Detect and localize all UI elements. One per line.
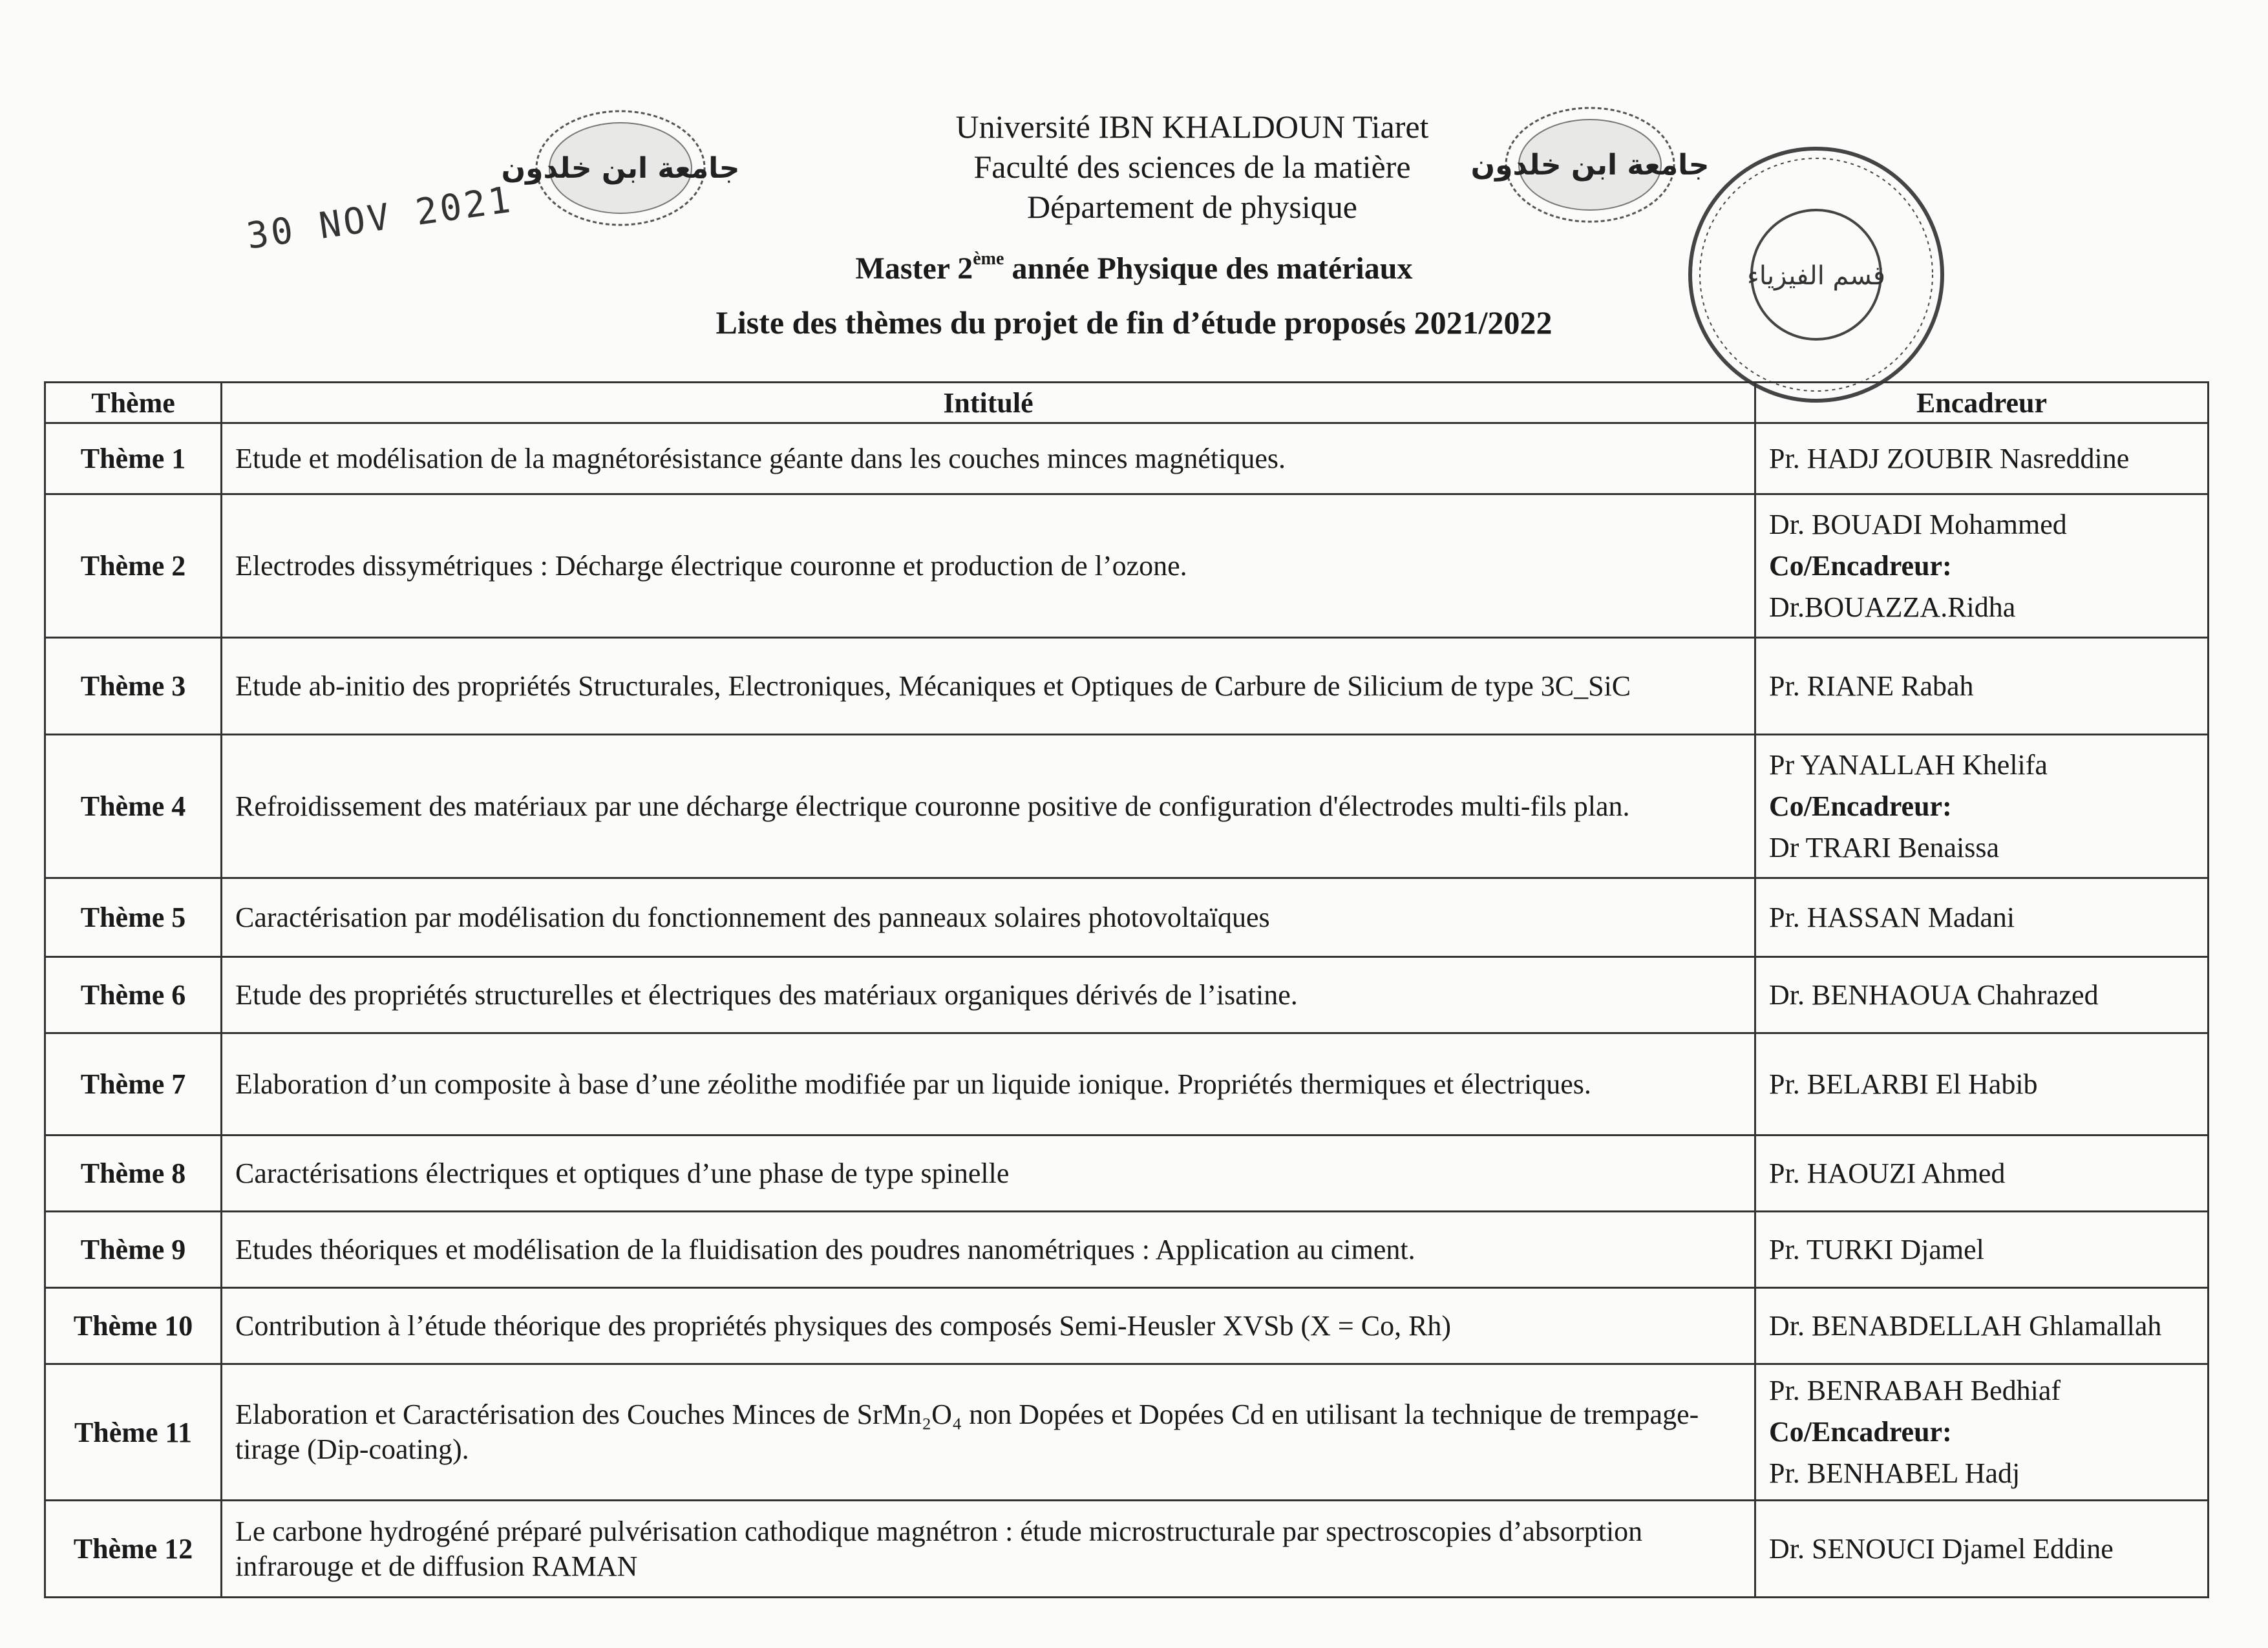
co-supervisor-label: Co/Encadreur: — [1769, 549, 1952, 582]
theme-title: Contribution à l’étude théorique des propriétés physiques des composés Semi-Heusler XVSb (X = Co, Rh) — [222, 1288, 1755, 1364]
table-row — [45, 1212, 2209, 1288]
co-supervisor: Pr. BENHABEL Hadj — [1769, 1457, 2020, 1489]
table-row — [45, 957, 2209, 1033]
theme-number: Thème 9 — [45, 1212, 222, 1288]
supervisor: Pr. BELARBI El Habib — [1755, 1033, 2209, 1136]
supervisor: Pr. BENRABAH Bedhiaf — [1769, 1375, 2061, 1406]
theme-number: Thème 10 — [45, 1288, 222, 1364]
header-encadreur: Encadreur — [1755, 383, 2209, 423]
dept-stamp-text: قسم الفيزياء — [1747, 261, 1885, 291]
themes-table — [44, 381, 2209, 1598]
table-row — [45, 638, 2209, 735]
supervisor-cell — [1755, 1364, 2209, 1501]
department-name: Département de physique — [1027, 189, 1357, 225]
document-header — [0, 107, 2268, 227]
theme-number: Thème 7 — [45, 1033, 222, 1136]
supervisor: Pr. HADJ ZOUBIR Nasreddine — [1755, 423, 2209, 494]
theme-title: Etude ab-initio des propriétés Structurales, Electroniques, Mécaniques et Optiques de Carbure de Silicium de type 3C_SiC — [222, 638, 1755, 735]
table-row — [45, 494, 2209, 638]
logo-text-right: جامعة ابن خلدون — [1470, 149, 1710, 182]
table-row — [45, 735, 2209, 878]
supervisor: Pr. TURKI Djamel — [1755, 1212, 2209, 1288]
theme-title: Electrodes dissymétriques : Décharge électrique couronne et production de l’ozone. — [222, 494, 1755, 638]
theme-title: Caractérisation par modélisation du fonctionnement des panneaux solaires photovoltaïques — [222, 878, 1755, 957]
supervisor: Pr. RIANE Rabah — [1755, 638, 2209, 735]
table-row — [45, 1288, 2209, 1364]
supervisor: Pr. HASSAN Madani — [1755, 878, 2209, 957]
co-supervisor-label: Co/Encadreur: — [1769, 1416, 1952, 1448]
theme-title: Refroidissement des matériaux par une décharge électrique couronne positive de configuration d'électrodes multi-fils plan. — [222, 735, 1755, 878]
theme-number: Thème 2 — [45, 494, 222, 638]
supervisor-cell — [1755, 494, 2209, 638]
supervisor: Dr. SENOUCI Djamel Eddine — [1755, 1501, 2209, 1598]
table-row — [45, 1364, 2209, 1501]
table-row — [45, 1136, 2209, 1212]
supervisor: Pr YANALLAH Khelifa — [1769, 748, 2048, 781]
theme-title: Elaboration et Caractérisation des Couches Minces de SrMn₂O₄ non Dopées et Dopées Cd en utilisant la technique de trempage-tirage (Dip-coating). — [222, 1364, 1755, 1501]
theme-number: Thème 3 — [45, 638, 222, 735]
theme-number: Thème 4 — [45, 735, 222, 878]
table-row — [45, 423, 2209, 494]
master-prefix: Master 2 — [855, 251, 973, 286]
supervisor-cell — [1755, 735, 2209, 878]
co-supervisor: Dr.BOUAZZA.Ridha — [1769, 591, 2016, 623]
theme-title: Etude des propriétés structurelles et électriques des matériaux organiques dérivés de l’isatine. — [222, 957, 1755, 1033]
university-name: Université IBN KHALDOUN Tiaret — [955, 109, 1429, 145]
supervisor: Dr. BOUADI Mohammed — [1769, 508, 2067, 540]
table-row — [45, 1501, 2209, 1598]
table-row — [45, 878, 2209, 957]
header-theme: Thème — [45, 383, 222, 423]
co-supervisor: Dr TRARI Benaissa — [1769, 831, 2000, 863]
theme-number: Thème 6 — [45, 957, 222, 1033]
theme-number: Thème 8 — [45, 1136, 222, 1212]
supervisor: Pr. HAOUZI Ahmed — [1755, 1136, 2209, 1212]
master-line — [0, 249, 2268, 286]
theme-title: Caractérisations électriques et optiques d’une phase de type spinelle — [222, 1136, 1755, 1212]
table-header-row — [45, 383, 2209, 423]
theme-number: Thème 1 — [45, 423, 222, 494]
theme-title: Elaboration d’un composite à base d’une zéolithe modifiée par un liquide ionique. Propriétés thermiques et électriques. — [222, 1033, 1755, 1136]
master-suffix: année Physique des matériaux — [1004, 251, 1413, 286]
table-row — [45, 1033, 2209, 1136]
theme-title: Etudes théoriques et modélisation de la fluidisation des poudres nanométriques : Application au ciment. — [222, 1212, 1755, 1288]
theme-number: Thème 12 — [45, 1501, 222, 1598]
supervisor: Dr. BENABDELLAH Ghlamallah — [1755, 1288, 2209, 1364]
supervisor: Dr. BENHAOUA Chahrazed — [1755, 957, 2209, 1033]
faculty-name: Faculté des sciences de la matière — [973, 149, 1411, 185]
logo-text-left: جامعة ابن خلدون — [501, 152, 740, 185]
theme-number: Thème 11 — [45, 1364, 222, 1501]
master-sup: ème — [973, 249, 1004, 269]
theme-title: Etude et modélisation de la magnétorésistance géante dans les couches minces magnétiques. — [222, 423, 1755, 494]
date-stamp: 30 NOV 2021 — [244, 178, 516, 258]
co-supervisor-label: Co/Encadreur: — [1769, 790, 1952, 822]
header-intitule: Intitulé — [222, 383, 1755, 423]
theme-title: Le carbone hydrogéné préparé pulvérisation cathodique magnétron : étude microstructurale par spectroscopies d’absorption infrarouge et de diffusion RAMAN — [222, 1501, 1755, 1598]
document-subtitle: Liste des thèmes du projet de fin d’étude proposés 2021/2022 — [715, 304, 1553, 341]
theme-number: Thème 5 — [45, 878, 222, 957]
